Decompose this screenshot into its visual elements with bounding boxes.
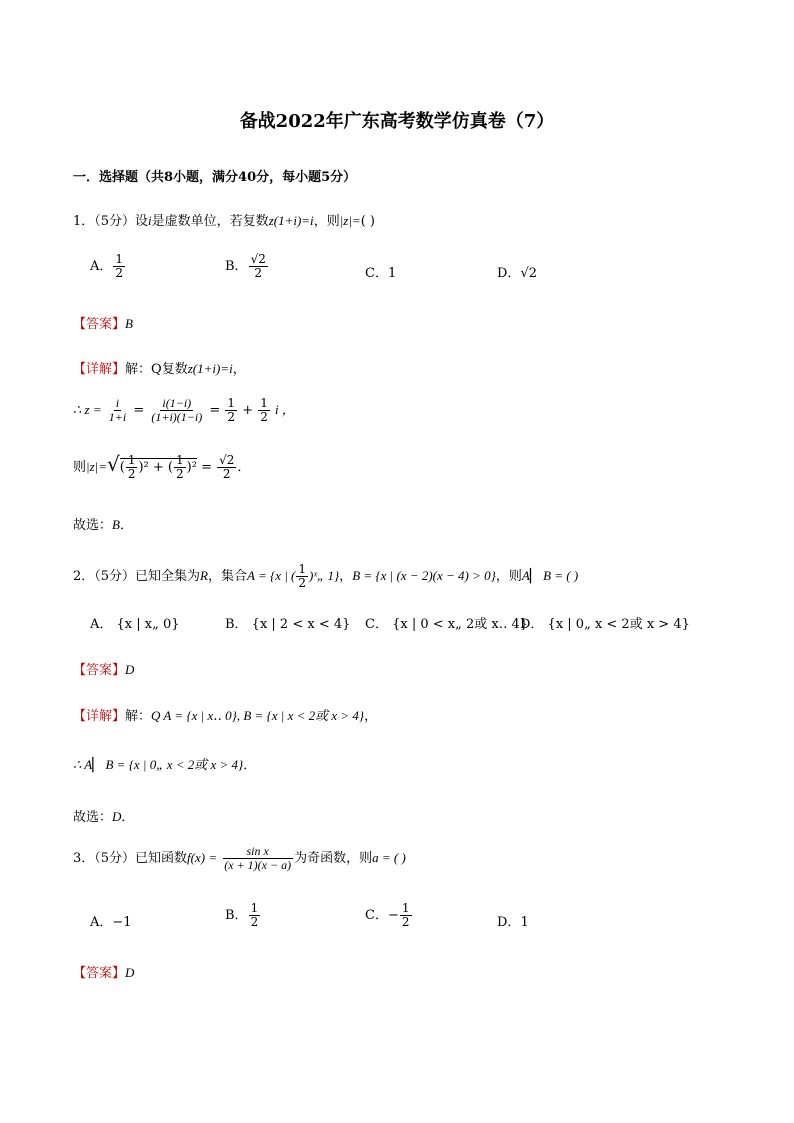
- q1-option-b-num: √2: [250, 252, 266, 266]
- q1-sol3-half1-den: 2: [127, 467, 136, 481]
- q3-option-c-label: C．: [365, 908, 388, 924]
- q2-stem-prefix: 2．（5分）已知全集为: [73, 569, 201, 585]
- q1-sol2-frac1: [107, 397, 128, 424]
- q3-option-c-frac: [400, 902, 412, 929]
- q2-stem-then: ，则: [495, 569, 522, 585]
- q3-answer-value: D: [125, 965, 135, 980]
- q1-sol2-eq2: =: [209, 403, 221, 419]
- q1-stem-blank: ( ): [360, 214, 375, 229]
- q2-choose-label: 故选：: [73, 810, 113, 825]
- q1-stem-prefix: 1．（5分）设: [73, 214, 149, 229]
- q1-option-d-label: D．: [497, 266, 521, 281]
- q2-stem-half-num: 1: [298, 562, 307, 576]
- q3-stem-f: f(x) =: [187, 850, 218, 866]
- q3-stem-frac-den: (x + 1)(x − a): [224, 858, 292, 873]
- q1-option-d-value: √2: [520, 266, 537, 281]
- q3-stem-prefix: 3．（5分）已知函数: [73, 851, 188, 867]
- q3-option-b-num: 1: [250, 901, 259, 915]
- q1-stem-mid: 是虚数单位，若复数: [151, 214, 269, 229]
- q2-sol1-comma: ，: [364, 709, 378, 724]
- q2-sol2-expr: ∴ A▏ B = {x | 0„ x < 2或 x > 4}: [73, 757, 244, 772]
- q1-sol2-lhs: ∴ z =: [73, 402, 102, 418]
- q3-option-d-label: D．: [497, 915, 521, 930]
- q2-stem-comma: ，: [339, 569, 353, 585]
- q1-option-a-den: 2: [115, 266, 124, 281]
- q2-solution-line2: [73, 754, 256, 773]
- q2-option-b: B． {x | 2 < x < 4}: [225, 617, 351, 632]
- q2-choose-end: ．: [121, 810, 135, 825]
- q1-choose-label: 故选：: [73, 518, 113, 533]
- q1-choose-end: ．: [119, 518, 133, 533]
- q1-sol3-result-num: √2: [219, 452, 235, 467]
- q3-option-c: [365, 902, 413, 929]
- q2-answer: [73, 659, 134, 678]
- q1-sol2-frac1-den: 1+i: [108, 410, 127, 425]
- q2-stem-half-den: 2: [298, 576, 307, 591]
- q3-option-a: [90, 911, 132, 930]
- q1-answer-value: B: [125, 316, 133, 331]
- q2-choose-value: D: [112, 809, 122, 824]
- q1-sol3-prefix: 则: [73, 460, 87, 475]
- q1-option-a-label: A．: [90, 259, 113, 275]
- q2-stem-setB: B = {x | (x − 2)(x − 4) > 0}: [352, 568, 496, 584]
- q2-stem: [73, 563, 578, 590]
- q2-answer-label: 【答案】: [73, 663, 126, 678]
- q1-solution-line1: [73, 358, 246, 377]
- q2-stem-setA-2: )ˣ„ 1}: [309, 568, 340, 584]
- q1-option-b-den: 2: [254, 266, 263, 281]
- q1-option-b: [225, 253, 269, 280]
- q1-sol3-end: ．: [237, 460, 251, 475]
- page-title: 备战2022年广东高考数学仿真卷（7）: [239, 111, 555, 132]
- q1-sol3-abs: |z|=: [86, 459, 107, 474]
- q2-stem-half: [296, 563, 308, 590]
- q1-sol2-frac3-num: 1: [227, 396, 236, 410]
- q1-stem-expr: z(1+i)=i: [268, 213, 314, 228]
- q1-sol3-result: [217, 454, 236, 481]
- q1-option-b-frac: [249, 253, 268, 280]
- q1-sol3-half2-den: 2: [175, 467, 184, 481]
- q2-stem-R: R: [200, 568, 208, 584]
- q2-answer-value: D: [125, 662, 135, 677]
- q1-sol3-p1: (: [119, 460, 125, 475]
- q3-option-a-value: −1: [112, 915, 132, 930]
- q1-sol2-frac2: [149, 397, 204, 424]
- q1-answer: [73, 313, 133, 332]
- q1-option-c-label: C．: [365, 266, 388, 281]
- q1-sol2-end: i ，: [275, 402, 295, 418]
- q2-sol2-end: ．: [243, 758, 257, 773]
- q2-solution-line1: [73, 705, 377, 724]
- q1-sol2-frac4-den: 2: [260, 410, 268, 425]
- q1-option-c-value: 1: [387, 266, 397, 281]
- q1-stem-abs: |z|=: [339, 213, 361, 228]
- q3-option-c-den: 2: [401, 915, 410, 930]
- q3-stem-question: a = ( ): [372, 850, 406, 866]
- q1-sol1-comma: ，: [232, 362, 246, 377]
- q1-sol1-text: Q复数: [151, 362, 188, 377]
- q2-option-d: D． {x | 0„ x < 2或 x > 4}: [520, 617, 690, 632]
- q3-option-d: [497, 911, 529, 930]
- q1-sol2-frac3-den: 2: [227, 410, 236, 425]
- q1-sol3-result-den: 2: [222, 467, 231, 481]
- q3-option-c-num: 1: [401, 901, 410, 915]
- q1-stem: [73, 210, 375, 229]
- q1-option-a: [90, 253, 126, 280]
- q3-option-a-label: A．: [90, 915, 113, 930]
- q1-sol3-radicand: [119, 452, 197, 481]
- q3-stem-mid: 为奇函数，则: [294, 851, 373, 867]
- q3-option-c-sign: −: [387, 908, 399, 924]
- q1-choose: [73, 514, 133, 533]
- q1-stem-i: i: [148, 213, 152, 228]
- q1-sol2-frac2-num: i(1−i): [162, 396, 192, 410]
- q1-sol3-radical: √: [107, 452, 120, 476]
- q1-sol3-eq: =: [201, 460, 212, 475]
- q2-option-a: A． {x | x„ 0}: [90, 617, 180, 632]
- q1-sol2-eq1: =: [133, 403, 145, 419]
- q1-solution-line3: [73, 452, 250, 481]
- q1-sol2-plus: +: [242, 403, 254, 419]
- q1-sol2-frac4-num: 1: [260, 396, 268, 410]
- q2-stem-question: A▏ B = ( ): [521, 568, 579, 584]
- q2-choose: [73, 806, 134, 825]
- q1-answer-label: 【答案】: [73, 317, 126, 332]
- q1-option-b-label: B．: [225, 259, 248, 275]
- section-heading: 一．选择题（共8小题，满分40分，每小题5分）: [73, 170, 357, 185]
- q1-solution-line2: [73, 397, 295, 424]
- q3-option-b-label: B．: [225, 908, 248, 924]
- q3-option-b-den: 2: [250, 915, 259, 930]
- q2-stem-mid: ，集合: [208, 569, 248, 585]
- q1-stem-comma: ，则: [313, 214, 340, 229]
- q1-option-c: [365, 262, 396, 281]
- q1-choose-value: B: [112, 517, 120, 532]
- q3-answer-label: 【答案】: [73, 966, 126, 981]
- q1-sol3-half2-num: 1: [175, 452, 184, 467]
- q2-sol1-prefix: 解：: [125, 709, 152, 724]
- q3-option-d-value: 1: [520, 915, 529, 930]
- q1-detail-label: 【详解】: [73, 362, 126, 377]
- q1-sol2-frac2-den: (1+i)(1−i): [151, 410, 203, 425]
- q3-answer: [73, 962, 134, 981]
- q3-option-b-frac: [249, 902, 261, 929]
- q1-sol1-prefix: 解：: [125, 362, 152, 377]
- q2-option-c: C． {x | 0 < x„ 2或 x‥ 4}: [365, 617, 529, 632]
- q2-stem-setA-1: A = {x | (: [247, 568, 296, 584]
- q3-stem-frac-num: sin x: [223, 845, 293, 859]
- q1-sol3-p2: )² + (: [138, 460, 173, 475]
- q2-detail-label: 【详解】: [73, 709, 126, 724]
- q1-sol3-half2: [174, 454, 186, 481]
- q1-sol3-p3: )²: [186, 460, 197, 475]
- q3-stem: [73, 845, 406, 872]
- q1-sol2-frac1-num: i: [115, 396, 120, 410]
- q3-option-b: [225, 902, 261, 929]
- q1-option-a-num: 1: [115, 252, 124, 266]
- q2-sol1-expr: Q A = {x | x‥ 0}, B = {x | x < 2或 x > 4}: [151, 708, 365, 723]
- q1-option-a-frac: [113, 253, 125, 280]
- q1-sol3-half1-num: 1: [127, 452, 136, 467]
- q1-sol3-half1: [126, 454, 138, 481]
- q1-sol2-frac4: [258, 397, 270, 424]
- q1-sol1-expr: z(1+i)=i: [187, 361, 233, 376]
- q3-stem-frac: [222, 845, 293, 872]
- q1-option-d: [497, 262, 537, 281]
- q1-sol2-frac3: [225, 397, 237, 424]
